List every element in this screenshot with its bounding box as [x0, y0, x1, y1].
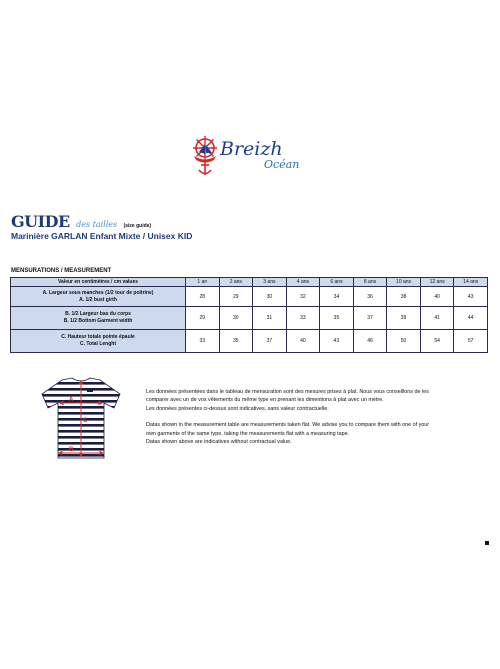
- size-header: 10 ans: [387, 278, 421, 287]
- note-fr-1: Les données présentées dans le tableau de mensuration sont des mesures prises à plat. Nous vous conseillons de les: [146, 389, 429, 395]
- table-cell: 35: [219, 330, 253, 353]
- table-cell: 43: [454, 287, 488, 307]
- guide-paren: (size guide): [123, 223, 152, 229]
- table-row: [11, 307, 488, 330]
- table-cell: 34: [320, 287, 354, 307]
- table-cell: 43: [320, 330, 354, 353]
- table-cell: 39: [387, 307, 421, 330]
- size-header: 1 an: [186, 278, 220, 287]
- table-cell: 29: [186, 307, 220, 330]
- table-cell: 35: [320, 307, 354, 330]
- table-cell: 44: [454, 307, 488, 330]
- table-cell: 38: [387, 287, 421, 307]
- table-cell: 31: [253, 307, 287, 330]
- size-header: 14 ans: [454, 278, 488, 287]
- row-label: [11, 307, 186, 330]
- size-table: [10, 277, 488, 353]
- table-cell: 28: [186, 287, 220, 307]
- row-label-en: B. 1/2 Bottom Garment width: [63, 318, 133, 324]
- size-header: 6 ans: [320, 278, 354, 287]
- row-label-fr: B. 1/2 Largeur bas du corps: [65, 311, 131, 317]
- size-header: 4 ans: [286, 278, 320, 287]
- guide-script: des tailles: [76, 220, 118, 229]
- table-row: [11, 330, 488, 353]
- brand-logo: [188, 136, 328, 178]
- ship-wheel-icon: [188, 136, 222, 178]
- size-header: 8 ans: [353, 278, 387, 287]
- table-cell: 29: [219, 287, 253, 307]
- table-cell: 40: [286, 330, 320, 353]
- table-cell: 30: [253, 287, 287, 307]
- brand-sub: Océan: [264, 158, 300, 171]
- table-header-row: [11, 278, 488, 287]
- row-label: [11, 287, 186, 307]
- brand-name: Breizh: [220, 138, 283, 160]
- table-row: [11, 287, 488, 307]
- striped-shirt-diagram: [38, 376, 124, 462]
- table-cell: 33: [286, 307, 320, 330]
- note-en-1: Datas shown in the measurement table are measurements taken flat. We advise you to compare them with one of your: [146, 422, 430, 429]
- size-header: 3 ans: [253, 278, 287, 287]
- table-cell: 50: [387, 330, 421, 353]
- table-cell: 46: [353, 330, 387, 353]
- row-label-en: C. Total Lenght: [79, 341, 116, 347]
- measure-label-b: B: [69, 447, 74, 453]
- guide-word: GUIDE: [11, 212, 70, 231]
- measurement-notes: [146, 388, 476, 446]
- table-cell: 36: [353, 287, 387, 307]
- note-fr-2: comparer avec un de vos vêtements du même type en prenant les dimentions à plat avec un mètre.: [146, 397, 384, 404]
- note-en-3: Datas shown above are indicatives without contractual value.: [146, 439, 292, 446]
- table-cell: 30: [219, 307, 253, 330]
- row-label-en: A. 1/2 bust girth: [79, 296, 117, 303]
- table-cell: 37: [253, 330, 287, 353]
- size-header: 2 ans: [219, 278, 253, 287]
- row-label: [11, 330, 186, 353]
- table-cell: 54: [420, 330, 454, 353]
- table-cell: 37: [353, 307, 387, 330]
- table-cell: 41: [420, 307, 454, 330]
- section-title: MENSURATIONS / MEASUREMENT: [11, 268, 112, 274]
- note-en-2: own garments of the same type, taking the measurements flat with a measuring tape.: [146, 430, 350, 437]
- row-label-fr: C. Hauteur totale pointe épaule: [61, 334, 135, 340]
- size-header: 12 ans: [420, 278, 454, 287]
- table-cell: 57: [454, 330, 488, 353]
- header-label: Valeur en centimètres / cm values: [11, 278, 186, 287]
- table-cell: 32: [286, 287, 320, 307]
- guide-title: [11, 212, 151, 232]
- page-mark: [485, 541, 489, 545]
- note-fr-3: Les données présentes ci-dessus sont indicatives, sans valeur contractuelle.: [146, 405, 329, 412]
- row-label-fr: A. Largeur sous manches (1/2 tour de poitrine): [42, 289, 154, 296]
- table-cell: 40: [420, 287, 454, 307]
- measure-label-a: A: [69, 397, 74, 403]
- table-cell: 33: [186, 330, 220, 353]
- measure-label-c: C: [83, 418, 88, 424]
- product-title: Marinière GARLAN Enfant Mixte / Unisex KID: [11, 231, 193, 241]
